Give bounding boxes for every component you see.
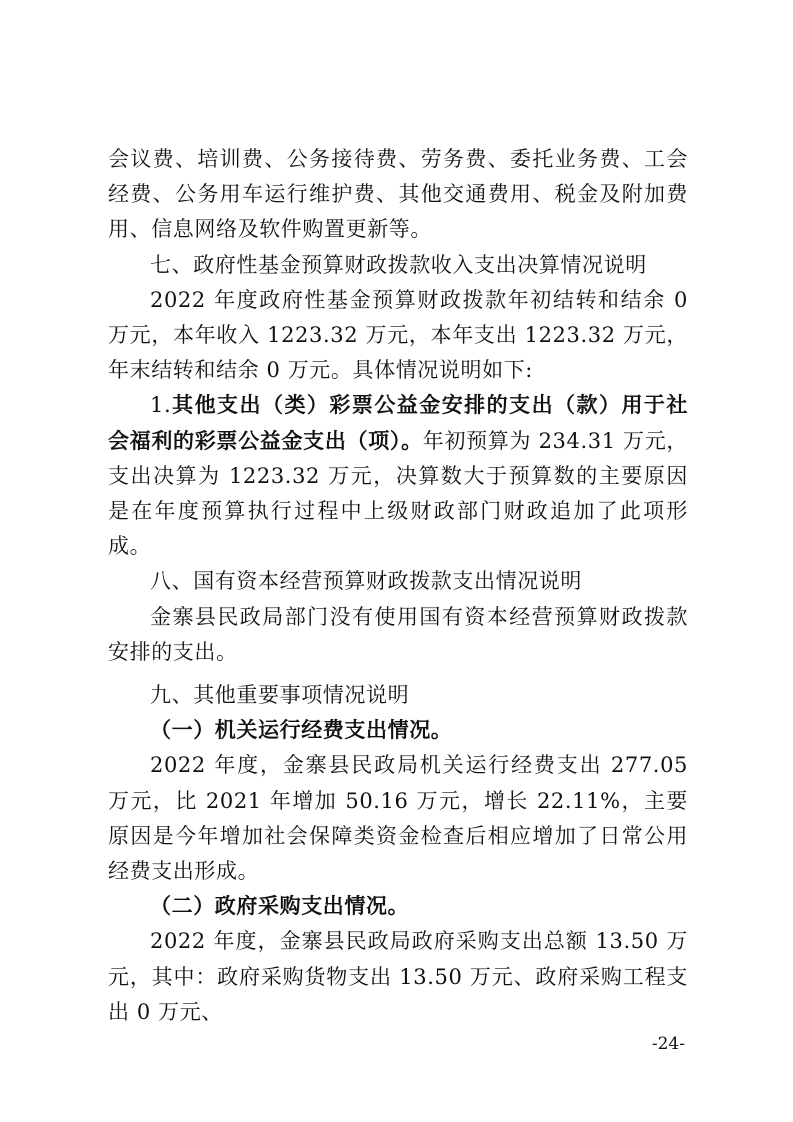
item-description: 年初预算为 234.31 万元，支出决算为 1223.32 万元，决算数大于预算数的主要原因是在年度预算执行过程中上级财政部门财政追加了此项形成。 bbox=[108, 428, 688, 559]
body-text bbox=[108, 142, 688, 1030]
paragraph-state-capital: 金寨县民政局部门没有使用国有资本经营预算财政拨款安排的支出。 bbox=[108, 604, 688, 664]
paragraph-procurement: 2022 年度，金寨县民政局政府采购支出总额 13.50 万元，其中：政府采购货物支出 13.50 万元、政府采购工程支出 0 万元、 bbox=[108, 929, 688, 1024]
page-number: -24- bbox=[651, 1034, 685, 1054]
item-title-bold: 其他支出（类）彩票公益金安排的支出（款）用于社会福利的彩票公益金支出（项）。 bbox=[108, 393, 688, 453]
section-heading-8: 八、国有资本经营预算财政拨款支出情况说明 bbox=[150, 569, 582, 594]
section-heading-7: 七、政府性基金预算财政拨款收入支出决算情况说明 bbox=[150, 252, 647, 277]
paragraph-expense-list: 会议费、培训费、公务接待费、劳务费、委托业务费、工会经费、公务用车运行维护费、其他交通费用、税金及附加费用、信息网络及软件购置更新等。 bbox=[108, 147, 688, 242]
paragraph-operating-expense: 2022 年度，金寨县民政局机关运行经费支出 277.05 万元，比 2021 年增加 50.16 万元，增长 22.11%，主要原因是今年增加社会保障类资金检查后相应增加了日常公用经费支出形成。 bbox=[108, 753, 688, 884]
subsection-heading-2: （二）政府采购支出情况。 bbox=[150, 894, 410, 919]
paragraph-lottery-fund bbox=[108, 388, 688, 564]
paragraph-fund-budget: 2022 年度政府性基金预算财政拨款年初结转和结余 0 万元，本年收入 1223.32 万元，本年支出 1223.32 万元，年末结转和结余 0 万元。具体情况说明如下: bbox=[108, 287, 688, 383]
section-heading-9: 九、其他重要事项情况说明 bbox=[150, 683, 410, 708]
item-number: 1. bbox=[150, 393, 172, 418]
subsection-heading-1: （一）机关运行经费支出情况。 bbox=[150, 718, 453, 743]
